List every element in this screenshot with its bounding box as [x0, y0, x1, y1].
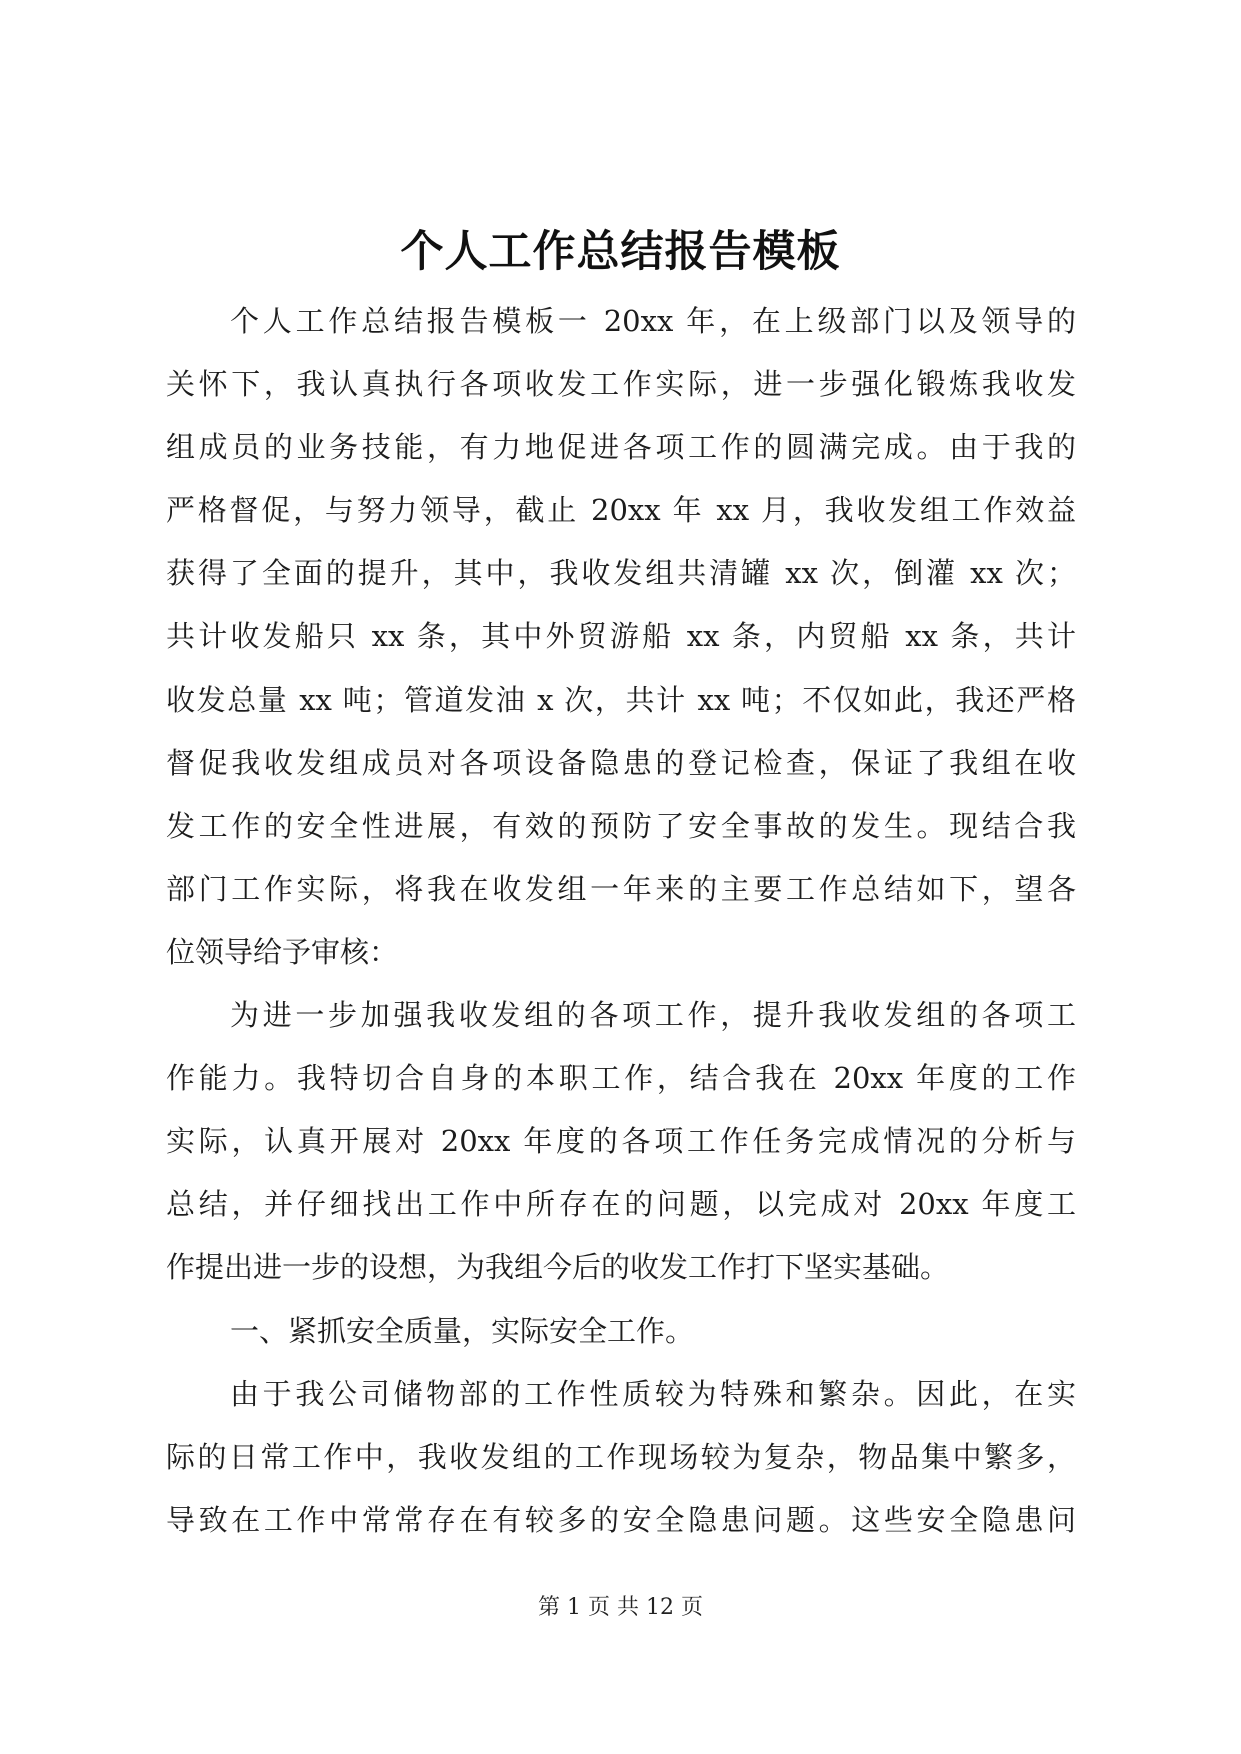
text-line: 获得了全面的提升，其中，我收发组共清罐 xx 次，倒灌 xx 次；	[166, 556, 1076, 591]
text-line: 导致在工作中常常存在有较多的安全隐患问题。这些安全隐患问	[166, 1502, 1076, 1537]
section-heading: 一、紧抓安全质量，实际安全工作。	[230, 1313, 695, 1348]
text-line: 发工作的安全性进展，有效的预防了安全事故的发生。现结合我	[166, 808, 1076, 843]
text-line: 部门工作实际，将我在收发组一年来的主要工作总结如下，望各	[166, 871, 1076, 906]
text-line: 总结，并仔细找出工作中所存在的问题，以完成对 20xx 年度工	[166, 1187, 1076, 1222]
text-line: 收发总量 xx 吨；管道发油 x 次，共计 xx 吨；不仅如此，我还严格	[166, 682, 1076, 717]
text-line: 为进一步加强我收发组的各项工作，提升我收发组的各项工	[230, 998, 1076, 1033]
page-number-footer: 第 1 页 共 12 页	[538, 1595, 703, 1620]
text-line: 际的日常工作中，我收发组的工作现场较为复杂，物品集中繁多，	[166, 1439, 1076, 1474]
text-line: 个人工作总结报告模板一 20xx 年，在上级部门以及领导的	[230, 304, 1076, 338]
document-title: 个人工作总结报告模板	[400, 227, 841, 277]
text-line: 由于我公司储物部的工作性质较为特殊和繁杂。因此，在实	[230, 1376, 1076, 1411]
text-line: 督促我收发组成员对各项设备隐患的登记检查，保证了我组在收	[166, 745, 1076, 780]
text-line: 严格督促，与努力领导，截止 20xx 年 xx 月，我收发组工作效益	[166, 493, 1076, 528]
text-line: 作提出进一步的设想，为我组今后的收发工作打下坚实基础。	[166, 1250, 950, 1285]
document-body	[166, 290, 1076, 1552]
text-line: 实际，认真开展对 20xx 年度的各项工作任务完成情况的分析与	[166, 1124, 1076, 1159]
text-line: 作能力。我特切合自身的本职工作，结合我在 20xx 年度的工作	[166, 1061, 1076, 1096]
text-line: 组成员的业务技能，有力地促进各项工作的圆满完成。由于我的	[166, 430, 1076, 465]
text-line: 共计收发船只 xx 条，其中外贸游船 xx 条，内贸船 xx 条，共计	[166, 619, 1076, 654]
text-line: 位领导给予审核：	[166, 934, 399, 969]
text-line: 关怀下，我认真执行各项收发工作实际，进一步强化锻炼我收发	[166, 367, 1076, 402]
